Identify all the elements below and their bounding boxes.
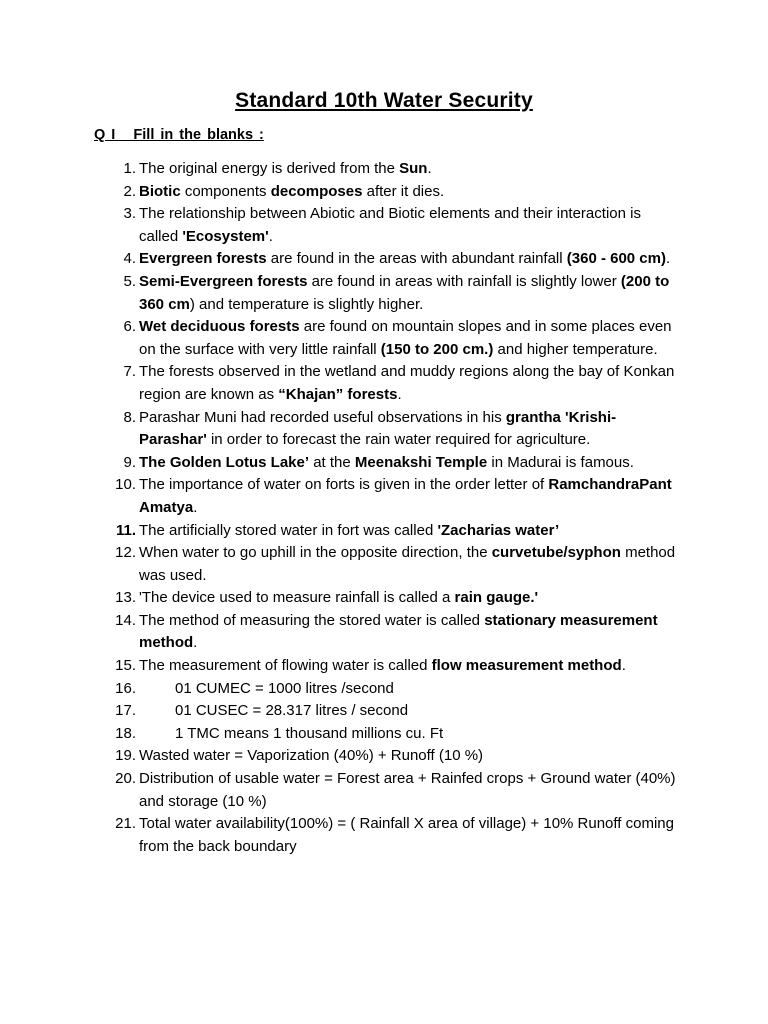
item-number: 14. [115, 611, 136, 629]
item-number: 8. [123, 408, 136, 426]
list-item [0, 610, 768, 655]
text-segment: in Madurai is famous. [487, 453, 634, 471]
item-number: 4. [123, 250, 136, 268]
text-segment: ) and temperature is slightly higher. [189, 295, 424, 313]
item-number: 2. [123, 182, 136, 200]
list-item [0, 452, 768, 475]
fill-blanks-list [0, 158, 768, 858]
list-item [0, 181, 768, 204]
text-segment: The measurement of flowing water is called [139, 657, 432, 675]
item-number: 12. [115, 544, 136, 562]
item-number: 15. [115, 657, 136, 675]
list-item [0, 474, 768, 519]
bold-answer: (200 to 360 cm [139, 272, 670, 313]
bold-answer: Sun [399, 160, 428, 177]
item-text [139, 745, 680, 768]
item-number: 1. [123, 160, 136, 177]
item-text [139, 610, 680, 655]
text-segment: Distribution of usable water = Forest area + Rainfed crops + Ground water (40%) and storage (10 %) [139, 770, 676, 810]
item-text [139, 813, 680, 858]
item-number: 6. [123, 318, 136, 336]
item-number: 20. [115, 770, 136, 788]
item-text [139, 271, 680, 316]
item-text [139, 181, 680, 204]
text-segment: components [180, 182, 271, 200]
item-text [139, 768, 680, 813]
bold-answer: (360 - 600 cm) [566, 250, 666, 268]
list-item [0, 700, 768, 723]
item-number: 18. [115, 724, 136, 742]
bold-answer: RamchandraPant Amatya [139, 476, 672, 516]
item-text [139, 542, 680, 587]
text-segment: 'The device used to measure rainfall is called a [139, 589, 455, 607]
page-title: Standard 10th Water Security [235, 89, 533, 112]
bold-answer: stationary measurement method [139, 611, 658, 652]
bold-answer: Semi-Evergreen forests [139, 272, 308, 290]
text-segment: The method of measuring the stored water is called [139, 611, 485, 629]
item-number: 11. [115, 521, 136, 539]
item-number: 3. [123, 205, 136, 223]
text-segment: Wasted water = Vaporization (40%) + Runoff (10 %) [139, 747, 484, 765]
text-segment: Parashar Muni had recorded useful observations in his [139, 408, 506, 426]
list-item [0, 678, 768, 701]
list-item [0, 158, 768, 181]
list-item [0, 203, 768, 248]
text-segment: . [621, 657, 626, 675]
list-item [0, 520, 768, 543]
item-text [139, 700, 680, 723]
text-segment: . [193, 498, 198, 516]
bold-answer: “Khajan” forests [278, 385, 398, 403]
bold-answer: flow measurement method [431, 657, 622, 675]
item-text [139, 316, 680, 361]
text-segment: . [397, 385, 402, 403]
bold-answer: The Golden Lotus Lake’ [139, 453, 310, 471]
item-text [139, 474, 680, 519]
bold-answer: Meenakshi Temple [354, 453, 488, 471]
text-segment: The original energy is derived from the [139, 160, 400, 177]
item-text [139, 407, 680, 452]
text-segment: are found in the areas with abundant rainfall [266, 250, 567, 268]
item-number: 7. [123, 363, 136, 381]
item-text [139, 203, 680, 248]
list-item [0, 316, 768, 361]
item-number: 21. [115, 815, 136, 833]
item-text [139, 520, 680, 543]
item-number: 9. [123, 453, 136, 471]
item-text [139, 655, 680, 678]
item-text [139, 723, 680, 746]
text-segment: . [193, 634, 198, 652]
bold-answer: 'Zacharias water’ [437, 521, 560, 539]
text-segment: Total water availability(100%) = ( Rainfall X area of village) + 10% Runoff coming from the back boundary [139, 815, 674, 855]
list-item [0, 271, 768, 316]
text-segment: and higher temperature. [493, 340, 658, 358]
item-number: 19. [115, 747, 136, 765]
bold-answer: Evergreen forests [139, 250, 267, 268]
text-segment: at the [309, 453, 355, 471]
text-segment: are found in areas with rainfall is slightly lower [307, 272, 621, 290]
text-segment: . [427, 160, 432, 177]
text-segment: after it dies. [362, 182, 445, 200]
item-text [139, 587, 680, 610]
text-segment: 01 CUSEC = 28.317 litres / second [175, 702, 409, 720]
bold-answer: decomposes [270, 182, 363, 200]
text-segment: 01 CUMEC = 1000 litres /second [175, 679, 394, 697]
text-segment: method was used. [139, 544, 676, 584]
text-segment: . [268, 227, 273, 245]
list-item [0, 587, 768, 610]
list-item [0, 745, 768, 768]
list-item [0, 361, 768, 406]
item-number: 17. [115, 702, 136, 720]
list-item [0, 407, 768, 452]
item-text [139, 361, 680, 406]
item-text [139, 452, 680, 475]
text-segment: are found on mountain slopes and in some places even on the surface with very little rainfall [139, 318, 672, 358]
bold-answer: rain gauge.' [454, 589, 539, 607]
text-segment: in order to forecast the rain water required for agriculture. [206, 431, 591, 449]
text-segment: 1 TMC means 1 thousand millions cu. Ft [175, 724, 444, 742]
list-item [0, 542, 768, 587]
bold-answer: curvetube/syphon [491, 544, 621, 562]
list-item [0, 655, 768, 678]
bold-answer: 'Ecosystem' [182, 227, 269, 245]
list-item [0, 768, 768, 813]
bold-answer: Wet deciduous forests [139, 318, 300, 336]
text-segment: The importance of water on forts is given in the order letter of [139, 476, 549, 494]
item-number: 10. [115, 476, 136, 494]
bold-answer: grantha 'Krishi-Parashar' [139, 408, 617, 449]
item-text [139, 248, 680, 271]
item-text [139, 158, 680, 181]
section-heading: Q I Fill in the blanks : [94, 127, 264, 143]
text-segment: The forests observed in the wetland and muddy regions along the bay of Konkan region are known as [139, 363, 675, 403]
text-segment: . [666, 250, 671, 268]
item-text [139, 678, 680, 701]
list-item [0, 813, 768, 858]
text-segment: The relationship between Abiotic and Biotic elements and their interaction is called [139, 205, 641, 245]
list-item [0, 723, 768, 746]
text-segment: When water to go uphill in the opposite direction, the [139, 544, 492, 562]
item-number: 16. [115, 679, 136, 697]
item-number: 13. [115, 589, 136, 607]
item-number: 5. [123, 272, 136, 290]
bold-answer: (150 to 200 cm.) [380, 340, 494, 358]
bold-answer: Biotic [139, 182, 181, 200]
list-item [0, 248, 768, 271]
text-segment: The artificially stored water in fort was called [139, 521, 438, 539]
